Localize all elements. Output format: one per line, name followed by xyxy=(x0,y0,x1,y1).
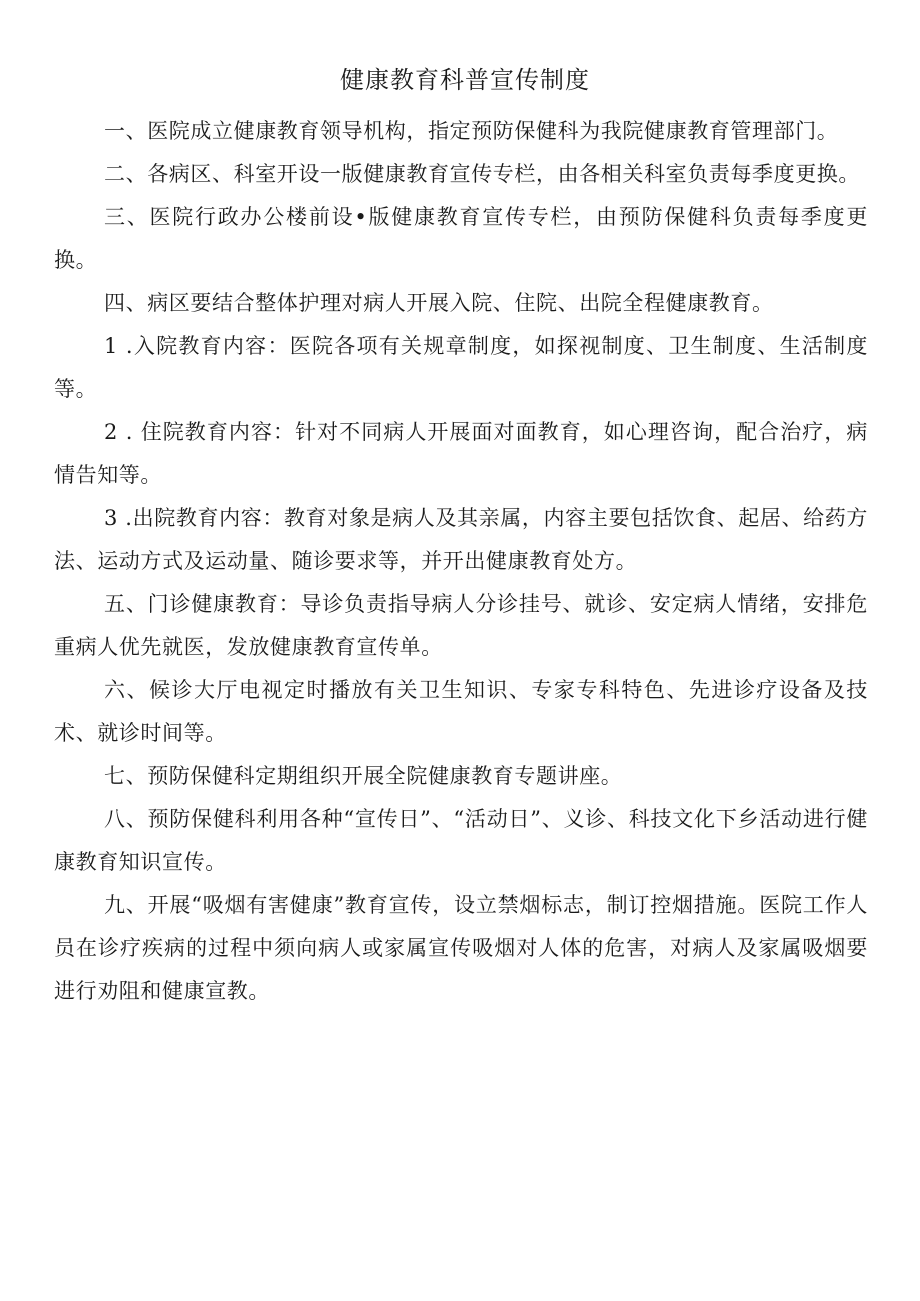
document-title: 健康教育科普宣传制度 xyxy=(340,66,590,94)
paragraph-6: 六、候诊大厅电视定时播放有关卫生知识、专家专科特色、先进诊疗设备及技术、就诊时间等。 xyxy=(54,678,868,745)
paragraph-9: 九、开展“吸烟有害健康”教育宣传，设立禁烟标志，制订控烟措施。医院工作人员在诊疗疾病的过程中须向病人或家属宣传吸烟对人体的危害，对病人及家属吸烟要进行劝阻和健康宣教。 xyxy=(54,893,868,1003)
paragraph-1: 一、医院成立健康教育领导机构，指定预防保健科为我院健康教育管理部门。 xyxy=(104,119,839,143)
paragraph-5: 五、门诊健康教育：导诊负责指导病人分诊挂号、就诊、安定病人情绪，安排危重病人优先就医，发放健康教育宣传单。 xyxy=(54,592,868,659)
paragraph-7: 七、预防保健科定期组织开展全院健康教育专题讲座。 xyxy=(104,764,623,788)
paragraph-4-item-2: 2 . 住院教育内容：针对不同病人开展面对面教育，如心理咨询，配合治疗，病情告知等。 xyxy=(54,420,868,487)
paragraph-8: 八、预防保健科利用各种“宣传日”、“活动日”、义诊、科技文化下乡活动进行健康教育知识宣传。 xyxy=(54,807,868,874)
paragraph-4: 四、病区要结合整体护理对病人开展入院、住院、出院全程健康教育。 xyxy=(104,291,774,315)
paragraph-4-item-3: 3 .出院教育内容：教育对象是病人及其亲属，内容主要包括饮食、起居、给药方法、运动方式及运动量、随诊要求等，并开出健康教育处方。 xyxy=(54,506,868,573)
paragraph-3: 三、医院行政办公楼前设•版健康教育宣传专栏，由预防保健科负责每季度更换。 xyxy=(54,205,868,272)
document-body xyxy=(54,110,868,1013)
paragraph-4-item-1: 1 .入院教育内容：医院各项有关规章制度，如探视制度、卫生制度、生活制度等。 xyxy=(54,334,868,401)
paragraph-2: 二、各病区、科室开设一版健康教育宣传专栏，由各相关科室负责每季度更换。 xyxy=(104,162,860,186)
